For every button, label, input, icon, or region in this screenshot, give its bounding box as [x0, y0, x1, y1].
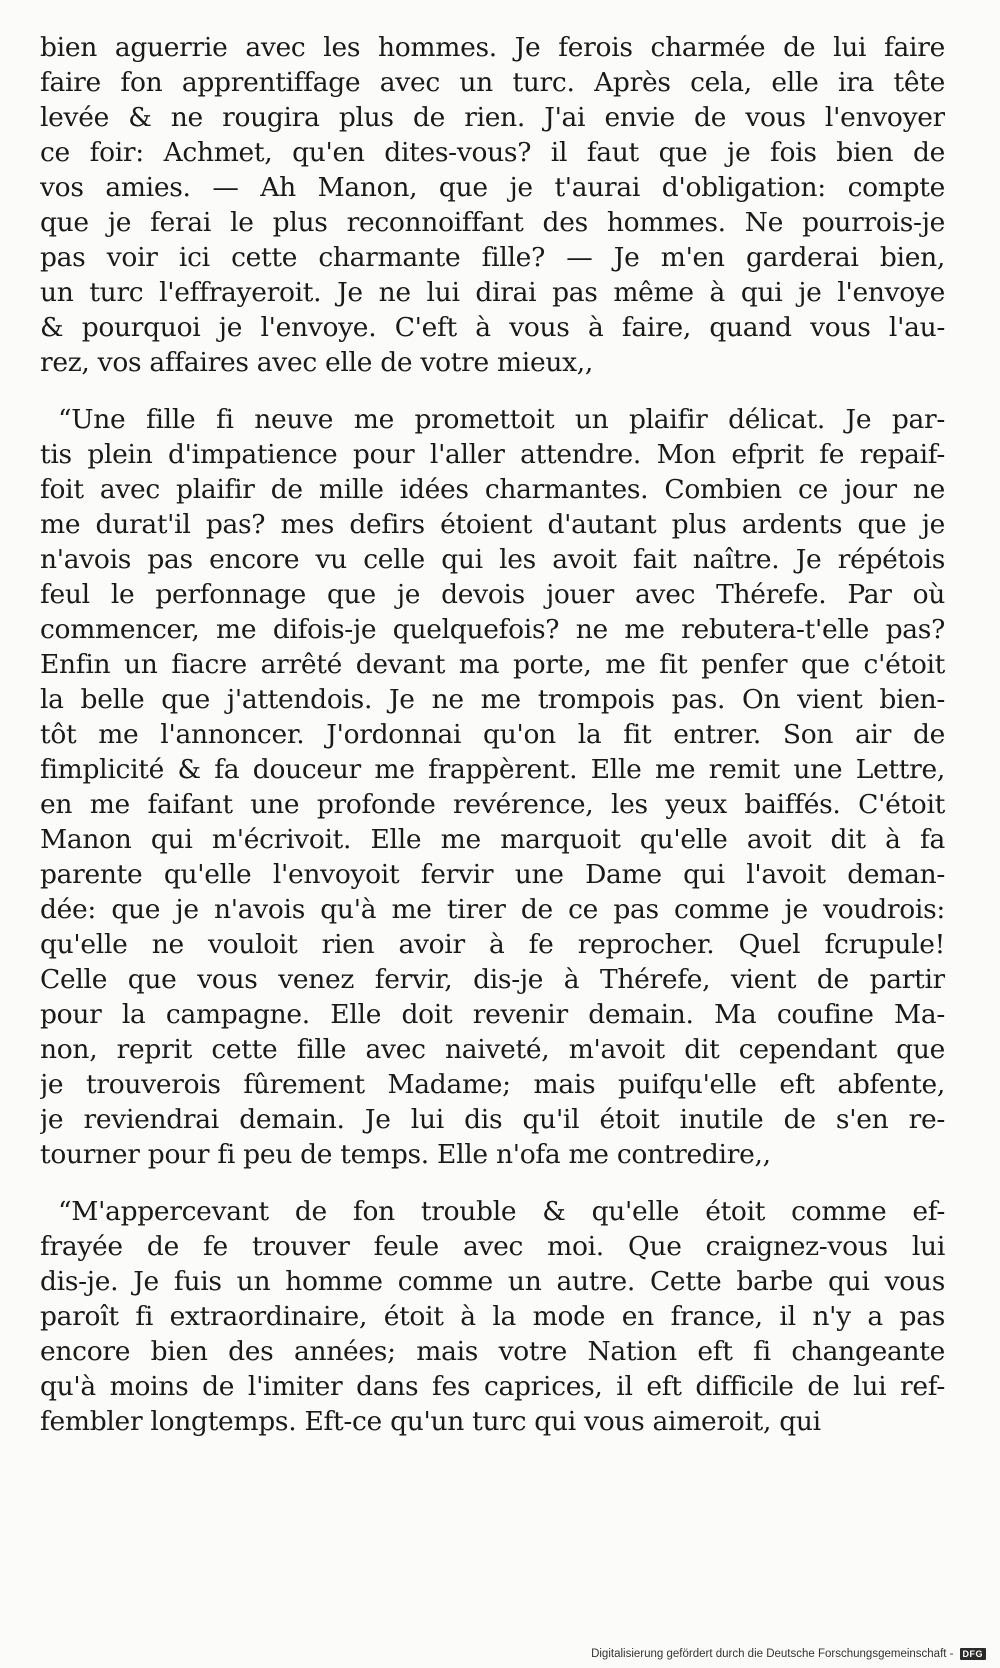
- text-line: Manon qui m'écrivoit. Elle me marquoit qu'elle avoit dit à fa: [40, 824, 945, 855]
- text-line: Enfin un fiacre arrêté devant ma porte, me fit penfer que c'étoit: [40, 649, 945, 680]
- text-line: qu'elle ne vouloit rien avoir à fe reprocher. Quel fcrupule!: [40, 929, 945, 960]
- footer-text: Digitalisierung gefördert durch die Deutsche Forschungsgemeinschaft -: [591, 1648, 954, 1660]
- digitization-credit: [591, 1648, 986, 1660]
- paragraph-gap: [40, 1172, 945, 1194]
- text-line: frayée de fe trouver feule avec moi. Que craignez-vous lui: [40, 1231, 945, 1262]
- text-line: je reviendrai demain. Je lui dis qu'il étoit inutile de s'en re-: [40, 1104, 945, 1135]
- text-line: dée: que je n'avois qu'à me tirer de ce pas comme je voudrois:: [40, 894, 945, 925]
- text-line: bien aguerrie avec les hommes. Je ferois charmée de lui faire: [40, 32, 945, 63]
- text-line: dis-je. Je fuis un homme comme un autre. Cette barbe qui vous: [40, 1266, 945, 1297]
- paragraph-gap: [40, 380, 945, 402]
- text-line: rez, vos affaires avec elle de votre mieux,,: [40, 347, 593, 378]
- text-line: non, reprit cette fille avec naiveté, m'avoit dit cependant que: [40, 1034, 945, 1065]
- text-line: tis plein d'impatience pour l'aller attendre. Mon efprit fe repaif-: [40, 439, 945, 470]
- text-line: vos amies. — Ah Manon, que je t'aurai d'obligation: compte: [40, 172, 945, 203]
- text-line: & pourquoi je l'envoye. C'eft à vous à faire, quand vous l'au-: [40, 312, 945, 343]
- paragraph: [40, 1194, 945, 1439]
- text-line: pas voir ici cette charmante fille? — Je m'en garderai bien,: [40, 242, 945, 273]
- text-line: que je ferai le plus reconnoiffant des hommes. Ne pourrois-je: [40, 207, 945, 238]
- text-line: foit avec plaifir de mille idées charmantes. Combien ce jour ne: [40, 474, 945, 505]
- text-line: encore bien des années; mais votre Nation eft fi changeante: [40, 1336, 945, 1367]
- dfg-logo: DFG: [960, 1648, 987, 1660]
- text-line: fimplicité & fa douceur me frappèrent. Elle me remit une Lettre,: [40, 754, 945, 785]
- text-line: la belle que j'attendois. Je ne me trompois pas. On vient bien-: [40, 684, 945, 715]
- text-line: je trouverois fûrement Madame; mais puifqu'elle eft abfente,: [40, 1069, 945, 1100]
- text-line: parente qu'elle l'envoyoit fervir une Dame qui l'avoit deman-: [40, 859, 945, 890]
- text-line: “M'appercevant de fon trouble & qu'elle étoit comme ef-: [58, 1196, 945, 1227]
- text-line: fembler longtemps. Eft-ce qu'un turc qui vous aimeroit, qui: [40, 1406, 821, 1437]
- text-line: levée & ne rougira plus de rien. J'ai envie de vous l'envoyer: [40, 102, 945, 133]
- paragraph: [40, 402, 945, 1172]
- text-line: faire fon apprentiffage avec un turc. Après cela, elle ira tête: [40, 67, 945, 98]
- text-line: me durat'il pas? mes defirs étoient d'autant plus ardents que je: [40, 509, 945, 540]
- text-line: ce foir: Achmet, qu'en dites-vous? il faut que je fois bien de: [40, 137, 945, 168]
- text-line: tôt me l'annoncer. J'ordonnai qu'on la fit entrer. Son air de: [40, 719, 945, 750]
- text-line: paroît fi extraordinaire, étoit à la mode en france, il n'y a pas: [40, 1301, 945, 1332]
- text-line: Celle que vous venez fervir, dis-je à Thérefe, vient de partir: [40, 964, 945, 995]
- text-line: n'avois pas encore vu celle qui les avoit fait naître. Je répétois: [40, 544, 945, 575]
- text-line: commencer, me difois-je quelquefois? ne me rebutera-t'elle pas?: [40, 614, 945, 645]
- text-line: en me faifant une profonde revérence, les yeux baiffés. C'étoit: [40, 789, 945, 820]
- text-line: qu'à moins de l'imiter dans fes caprices, il eft difficile de lui ref-: [40, 1371, 945, 1402]
- text-line: pour la campagne. Elle doit revenir demain. Ma coufine Ma-: [40, 999, 945, 1030]
- text-line: un turc l'effrayeroit. Je ne lui dirai pas même à qui je l'envoye: [40, 277, 945, 308]
- body-text: [40, 30, 945, 1439]
- paragraph: [40, 30, 945, 380]
- text-line: tourner pour fi peu de temps. Elle n'ofa me contredire,,: [40, 1139, 771, 1170]
- text-line: “Une fille fi neuve me promettoit un plaifir délicat. Je par-: [58, 404, 945, 435]
- text-line: feul le perfonnage que je devois jouer avec Thérefe. Par où: [40, 579, 945, 610]
